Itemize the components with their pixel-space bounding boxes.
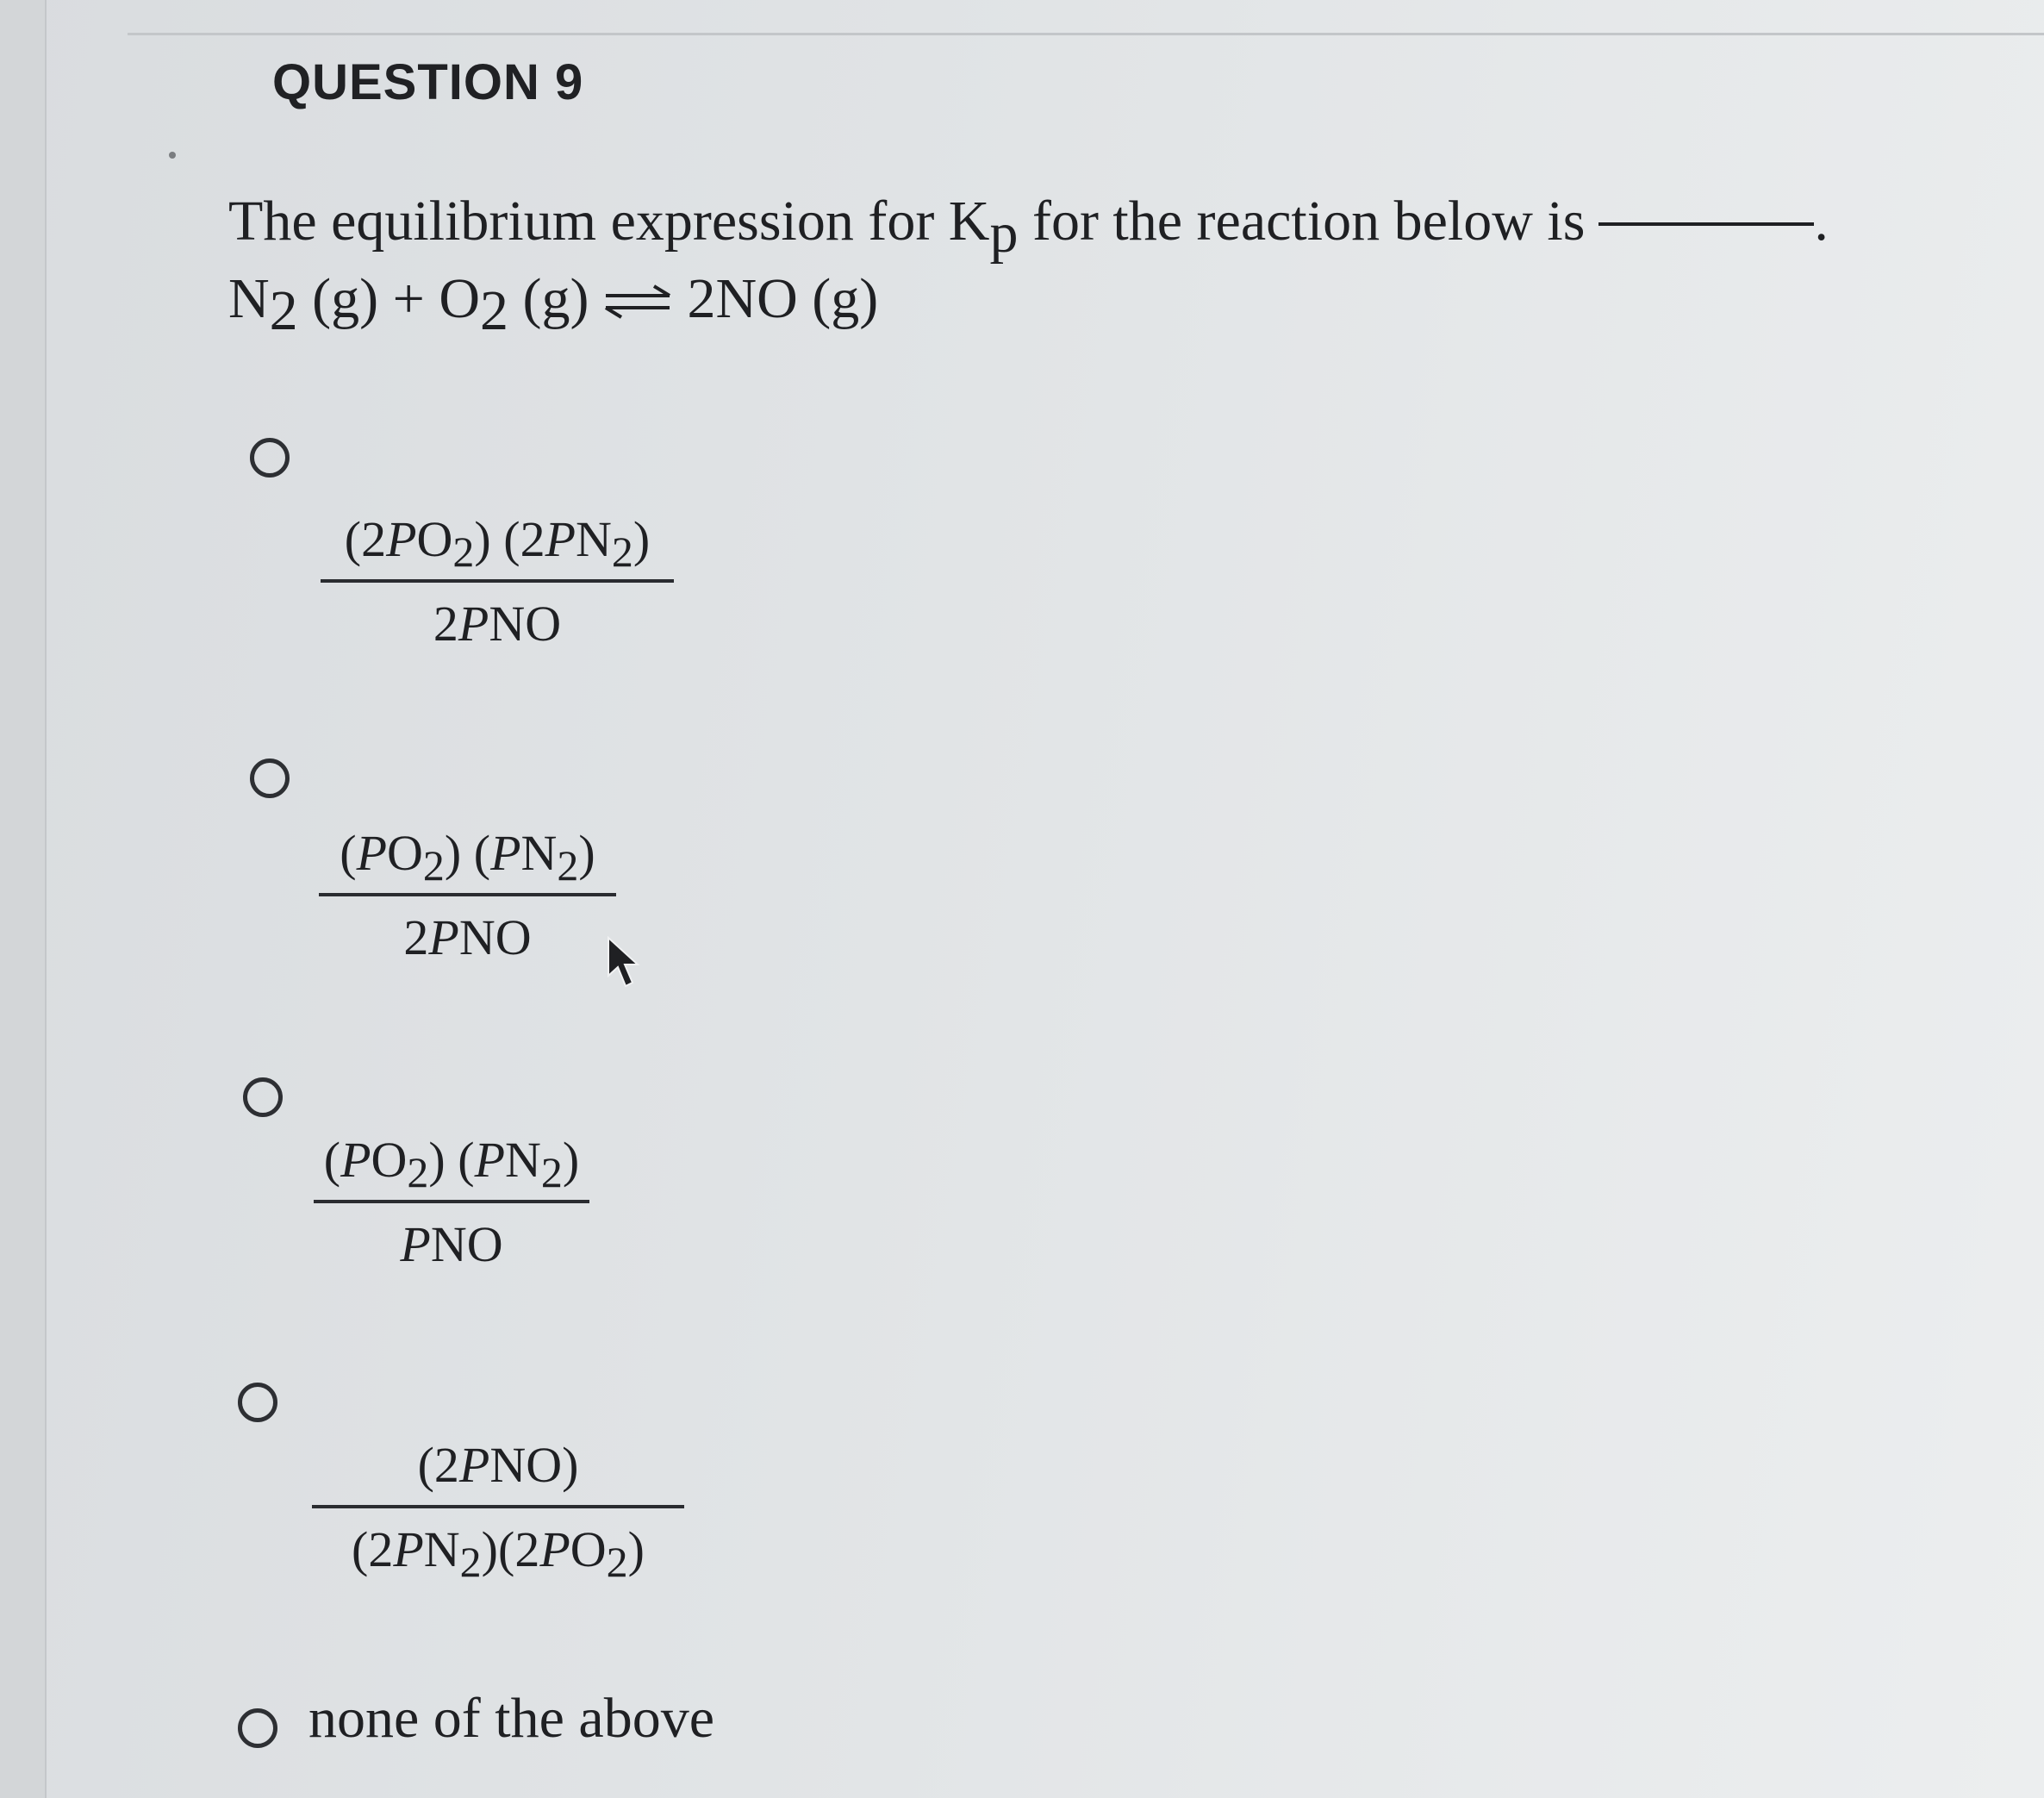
option-2-numerator: $(PO_2)$ $(PN_2)$ xyxy=(340,825,595,890)
option-1-radio[interactable] xyxy=(250,438,290,478)
fraction-bar xyxy=(312,1505,684,1508)
stem-line xyxy=(228,183,1829,265)
option-4-fraction xyxy=(312,1434,684,1586)
reactant-o-sub: 2 xyxy=(480,279,509,342)
option-1-numerator: $(2PO_2)$ $(2PN_2)$ xyxy=(344,511,651,576)
stem-period: . xyxy=(1814,190,1829,253)
reactant-o-state: (g) xyxy=(508,267,589,330)
option-4-denominator: $(2PN_2)(2PO_2)$ xyxy=(352,1521,645,1586)
option-4-radio[interactable] xyxy=(238,1383,277,1422)
mouse-pointer-icon xyxy=(605,936,645,990)
option-5-radio[interactable] xyxy=(238,1708,277,1748)
k-subscript: p xyxy=(989,202,1019,265)
reactant-o: (g) + O xyxy=(297,267,481,330)
option-3-fraction xyxy=(314,1129,589,1276)
stem-text: The equilibrium expression for K xyxy=(228,190,990,253)
question-stem xyxy=(228,183,1829,342)
reactant-n: N xyxy=(228,267,270,330)
option-3-radio[interactable] xyxy=(243,1077,283,1117)
reactant-n-sub: 2 xyxy=(269,279,298,342)
fraction-bar xyxy=(321,579,674,583)
answer-blank xyxy=(1598,222,1814,226)
left-border xyxy=(0,0,47,1798)
fraction-bar xyxy=(314,1200,589,1203)
product: 2NO (g) xyxy=(687,267,879,330)
reaction-equation xyxy=(228,260,1829,342)
option-2-denominator: 2PNO xyxy=(403,909,532,965)
option-3-numerator: $(PO_2)$ $(PN_2)$ xyxy=(323,1132,580,1196)
option-5-label[interactable]: none of the above xyxy=(308,1687,714,1750)
stem-text-after: for the reaction below is xyxy=(1018,190,1586,253)
option-3-denominator: PNO xyxy=(400,1216,503,1272)
option-1-denominator: 2PNO xyxy=(433,596,562,652)
option-4-numerator: (2PNO) xyxy=(417,1437,579,1493)
option-2-fraction xyxy=(319,822,616,969)
option-1-fraction xyxy=(321,509,674,655)
equilibrium-arrow-icon xyxy=(601,284,675,319)
fraction-bar xyxy=(319,893,616,896)
option-2-radio[interactable] xyxy=(250,759,290,798)
bullet-dot xyxy=(169,152,176,159)
question-divider xyxy=(128,33,2044,35)
question-title: QUESTION 9 xyxy=(272,54,584,110)
